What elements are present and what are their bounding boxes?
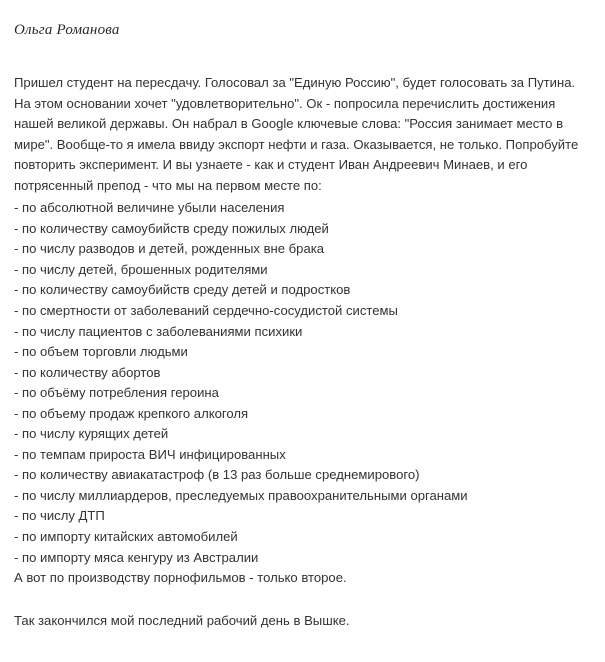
list-item: - по смертности от заболеваний сердечно-сосудистой системы bbox=[14, 303, 398, 319]
list-item: - по числу разводов и детей, рожденных вне брака bbox=[14, 241, 325, 257]
list-item: - по числу курящих детей bbox=[14, 426, 169, 442]
list-item: - по количеству авиакатастроф (в 13 раз больше среднемирового) bbox=[14, 467, 420, 483]
closing-line: А вот по производству порнофильмов - только второе. bbox=[14, 570, 347, 586]
list-item: - по числу пациентов с заболеваниями психики bbox=[14, 323, 303, 339]
list-item: - по количеству самоубийств среду детей и подростков bbox=[14, 282, 351, 298]
list-item: - по импорту мяса кенгуру из Австралии bbox=[14, 549, 259, 565]
list-item: - по импорту китайских автомобилей bbox=[14, 529, 238, 545]
list-item: - по объёму потребления героина bbox=[14, 385, 219, 401]
achievements-list bbox=[14, 198, 591, 568]
list-item: - по числу ДТП bbox=[14, 508, 105, 524]
list-item: - по темпам прироста ВИЧ инфицированных bbox=[14, 446, 286, 462]
list-item: - по числу миллиардеров, преследуемых правоохранительными органами bbox=[14, 487, 468, 503]
final-paragraph: Так закончился мой последний рабочий день в Вышке. bbox=[14, 612, 350, 628]
list-item: - по количеству абортов bbox=[14, 364, 161, 380]
list-item: - по абсолютной величине убыли населения bbox=[14, 200, 285, 216]
intro-paragraph: Пришел студент на пересдачу. Голосовал за "Единую Россию", будет голосовать за Путина. На этом основании хочет "удовлетворительно". Ок - попросила перечислить достижения нашей великой державы. Он набрал в Google ключевые слова: "Россия занимает место в мире". Вообще-то я имела ввиду экспорт нефти и газа. Оказывается, не только. Попробуйте повторить эксперимент. И вы узнаете - как и студент Иван Андреевич Минаев, и его потрясенный препод - что мы на первом месте по: bbox=[14, 75, 579, 193]
list-item: - по количеству самоубийств среду пожилых людей bbox=[14, 220, 329, 236]
list-item: - по объему продаж крепкого алкоголя bbox=[14, 405, 249, 421]
author-name: Ольга Романова bbox=[14, 22, 120, 38]
list-item: - по объем торговли людьми bbox=[14, 344, 188, 360]
list-item: - по числу детей, брошенных родителями bbox=[14, 261, 268, 277]
